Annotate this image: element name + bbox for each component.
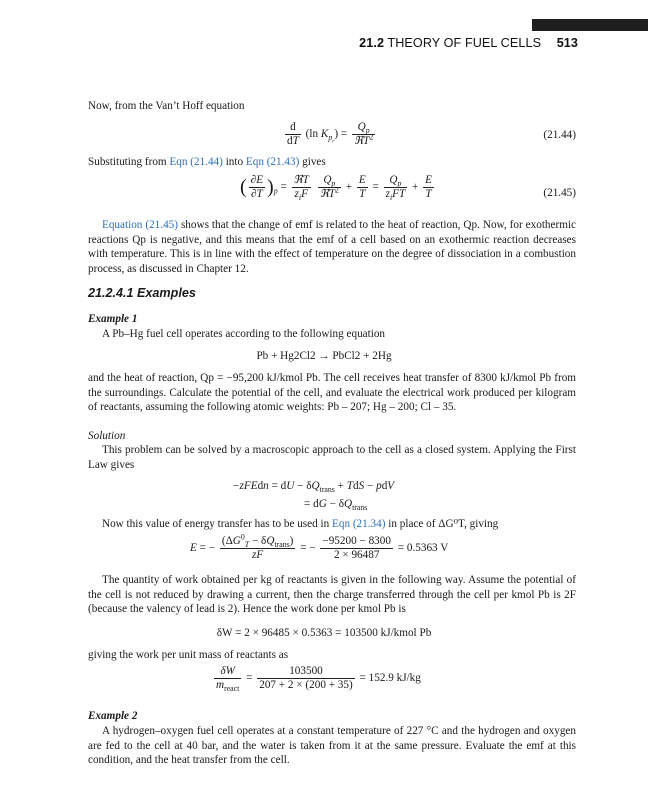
example-1-body: and the heat of reaction, Qp = −95,200 kJ/kmol Pb. The cell receives heat transfer of 8300 kJ/kmol Pb from the surroundings. Calculate the potential of the cell, and evaluate the electrical work produced per kilogram of reactants, assuming the following atomic weights: Pb – 207; Hg – 200; Cl – 35. <box>88 372 576 414</box>
ref-eqn-21-44[interactable]: Eqn (21.44) <box>169 156 223 168</box>
work-equation: δW = 2 × 96485 × 0.5363 = 103500 kJ/kmol Pb <box>216 627 432 639</box>
example-2-heading: Example 2 <box>88 710 138 722</box>
equation-21-45: ( $\frac{\partial E}{\partial T}$ )$_p$ = $\frac{\text{ℜT}}{z_iF}$ $\frac{Q_p}{ℜT^2}$ + $\frac{E}{T}$ = $\frac{Q_p}{z_iFT}$ + $\frac{E}{T}$ <box>240 174 432 203</box>
running-header <box>359 36 578 51</box>
reaction-equation: Pb + Hg2Cl2 → PbCl2 + 2Hg <box>256 350 392 362</box>
first-law-equation-1: −zFEdn = dU − $\delta Q_{trans}$ + TdS − pdV <box>232 480 395 495</box>
subsection-heading: 21.2.4.1 Examples <box>88 286 196 300</box>
example-1-heading: Example 1 <box>88 313 138 325</box>
solution-text: This problem can be solved by a macroscopic approach to the cell as a closed system. Applying the First Law gives <box>88 444 576 471</box>
energy-transfer-line: Now this value of energy transfer has to be used in Eqn (21.34) in place of ΔG⁰T, giving <box>102 518 499 530</box>
per-mass-result: = 152.9 kJ/kg <box>359 672 421 685</box>
header-bar <box>532 19 648 31</box>
page-number: 513 <box>556 36 578 50</box>
section-number: 21.2 <box>359 36 385 50</box>
ref-eqn-21-34[interactable]: Eqn (21.34) <box>332 518 386 530</box>
emf-result: = 0.5363 V <box>397 542 449 555</box>
ref-eqn-21-43[interactable]: Eqn (21.43) <box>245 156 300 168</box>
equation-21-44: $\frac{d}{dT}$ (ln $K_{p_r}$) = $\frac{Q_p}{ℜT^2}$ <box>287 121 374 147</box>
per-mass-equation: $\frac{\delta W}{m_{react}}$ = $\frac{103500}{207 + 2 \times (200 + 35)}$ = 152.9 kJ/kg <box>216 665 421 694</box>
substitution-line: Substituting from Eqn (21.44) into Eqn (21.43) gives <box>88 156 326 168</box>
per-mass-intro: giving the work per unit mass of reactants as <box>88 649 289 661</box>
equation-number-21-45: (21.45) <box>543 187 576 199</box>
example-1-intro: A Pb–Hg fuel cell operates according to the following equation <box>102 328 386 340</box>
paragraph-emf-change: Equation (21.45) shows that the change of emf is related to the heat of reaction, Qp. Now, for exothermic reactions Qp is negative, and this means that the emf of a cell based on an exothermic reaction decreases with temperature. This is in line with the effect of temperature on the degree of dissociation in a combustion process, as discussed in Chapter 12. <box>88 219 576 275</box>
first-law-equation-2: = dG − $\delta Q_{trans}$ <box>304 498 368 513</box>
example-2-text: A hydrogen–oxygen fuel cell operates at a constant temperature of 227 °C and the hydrogen and oxygen are fed to the cell at 40 bar, and the water is taken from it at the same pressure. Evaluate the emf at this condition, and the heat transfer from the cell. <box>88 725 576 767</box>
emf-equation: E = − $\frac{(\Delta G^0_T - \delta Q_{trans})}{zF}$ = − $\frac{-95200 - 8300}{2 \times 96487}$ = 0.5363 V <box>190 532 449 561</box>
vant-hoff-intro: Now, from the Van’t Hoff equation <box>88 100 245 112</box>
work-paragraph: The quantity of work obtained per kg of reactants is given in the following way. Assume the potential of the cell is not reduced by drawing a current, then the charge transferred through the cell per kmol Pb is 2F (because the valency of lead is 2). Hence the work done per kmol Pb is <box>88 574 576 616</box>
solution-label: Solution <box>88 430 126 442</box>
ref-equation-21-45[interactable]: Equation (21.45) <box>102 219 178 231</box>
section-title: THEORY OF FUEL CELLS <box>387 36 542 50</box>
equation-number-21-44: (21.44) <box>543 129 576 141</box>
